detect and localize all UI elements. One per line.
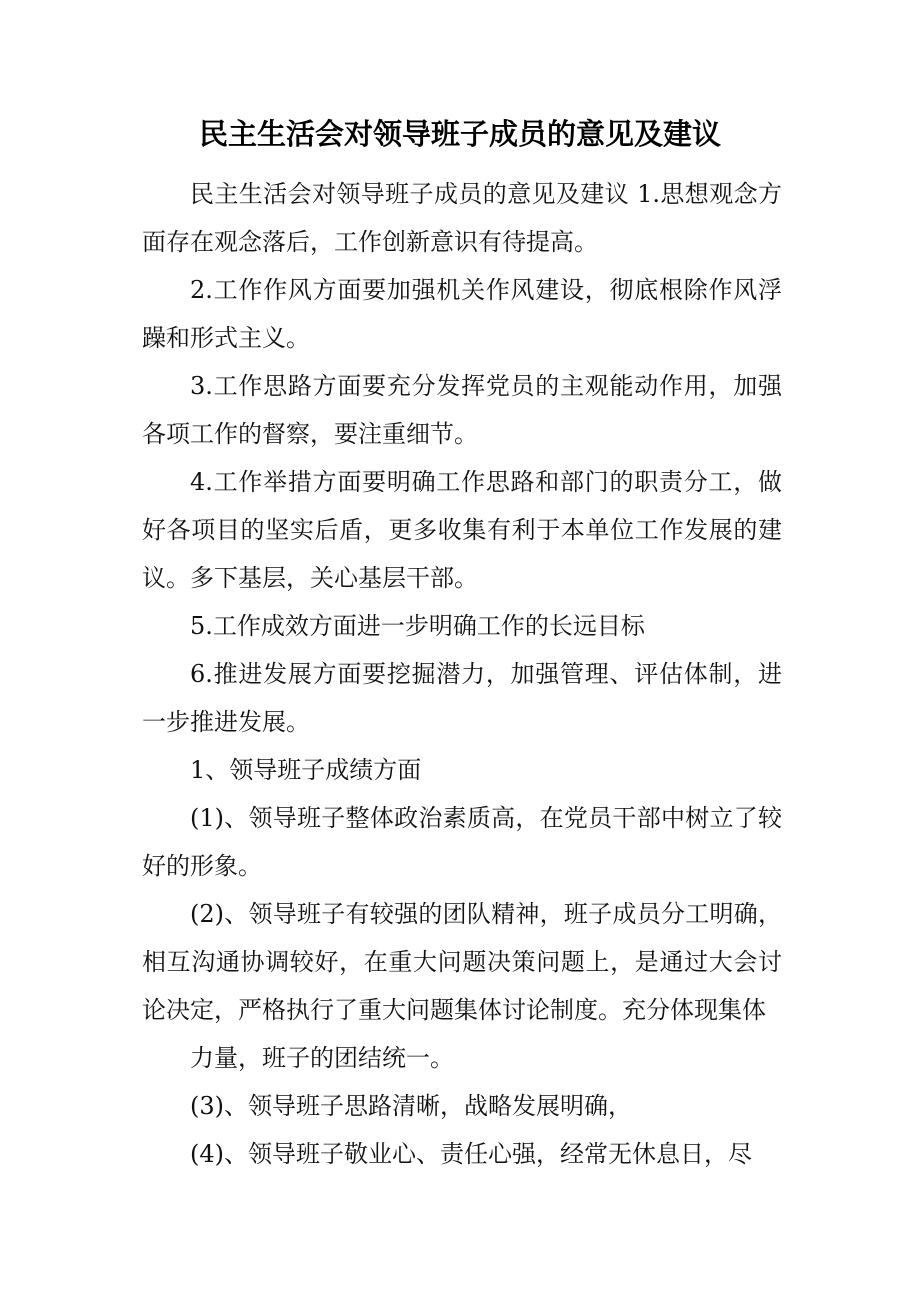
item-4: (4)、领导班子敬业心、责任心强，经常无休息日，尽 <box>190 1140 752 1168</box>
paragraph-2: 2.工作作风方面要加强机关作风建设，彻底根除作风浮躁和形式主义。 <box>142 276 782 352</box>
paragraph-6: 6.推进发展方面要挖掘潜力，加强管理、评估体制，进一步推进发展。 <box>142 660 782 736</box>
document-title: 民主生活会对领导班子成员的意见及建议 <box>198 117 721 151</box>
item-1: (1)、领导班子整体政治素质高，在党员干部中树立了较好的形象。 <box>142 804 782 880</box>
paragraph-3: 3.工作思路方面要充分发挥党员的主观能动作用，加强各项工作的督察，要注重细节。 <box>142 372 782 448</box>
item-2: (2)、领导班子有较强的团队精神，班子成员分工明确，相互沟通协调较好，在重大问题决策问题上，是通过大会讨论决定，严格执行了重大问题集体讨论制度。充分体现集体 <box>142 900 782 1024</box>
paragraph-4: 4.工作举措方面要明确工作思路和部门的职责分工，做好各项目的坚实后盾，更多收集有利于本单位工作发展的建议。多下基层，关心基层干部。 <box>142 468 782 592</box>
paragraph-intro: 民主生活会对领导班子成员的意见及建议 1.思想观念方面存在观念落后，工作创新意识有待提高。 <box>142 180 782 256</box>
item-3: (3)、领导班子思路清晰，战略发展明确， <box>190 1092 632 1120</box>
section-heading-achievements: 1、领导班子成绩方面 <box>190 756 422 784</box>
paragraph-5: 5.工作成效方面进一步明确工作的长远目标 <box>190 612 645 640</box>
document-body <box>142 170 782 1178</box>
item-2-continuation: 力量，班子的团结统一。 <box>190 1044 454 1072</box>
